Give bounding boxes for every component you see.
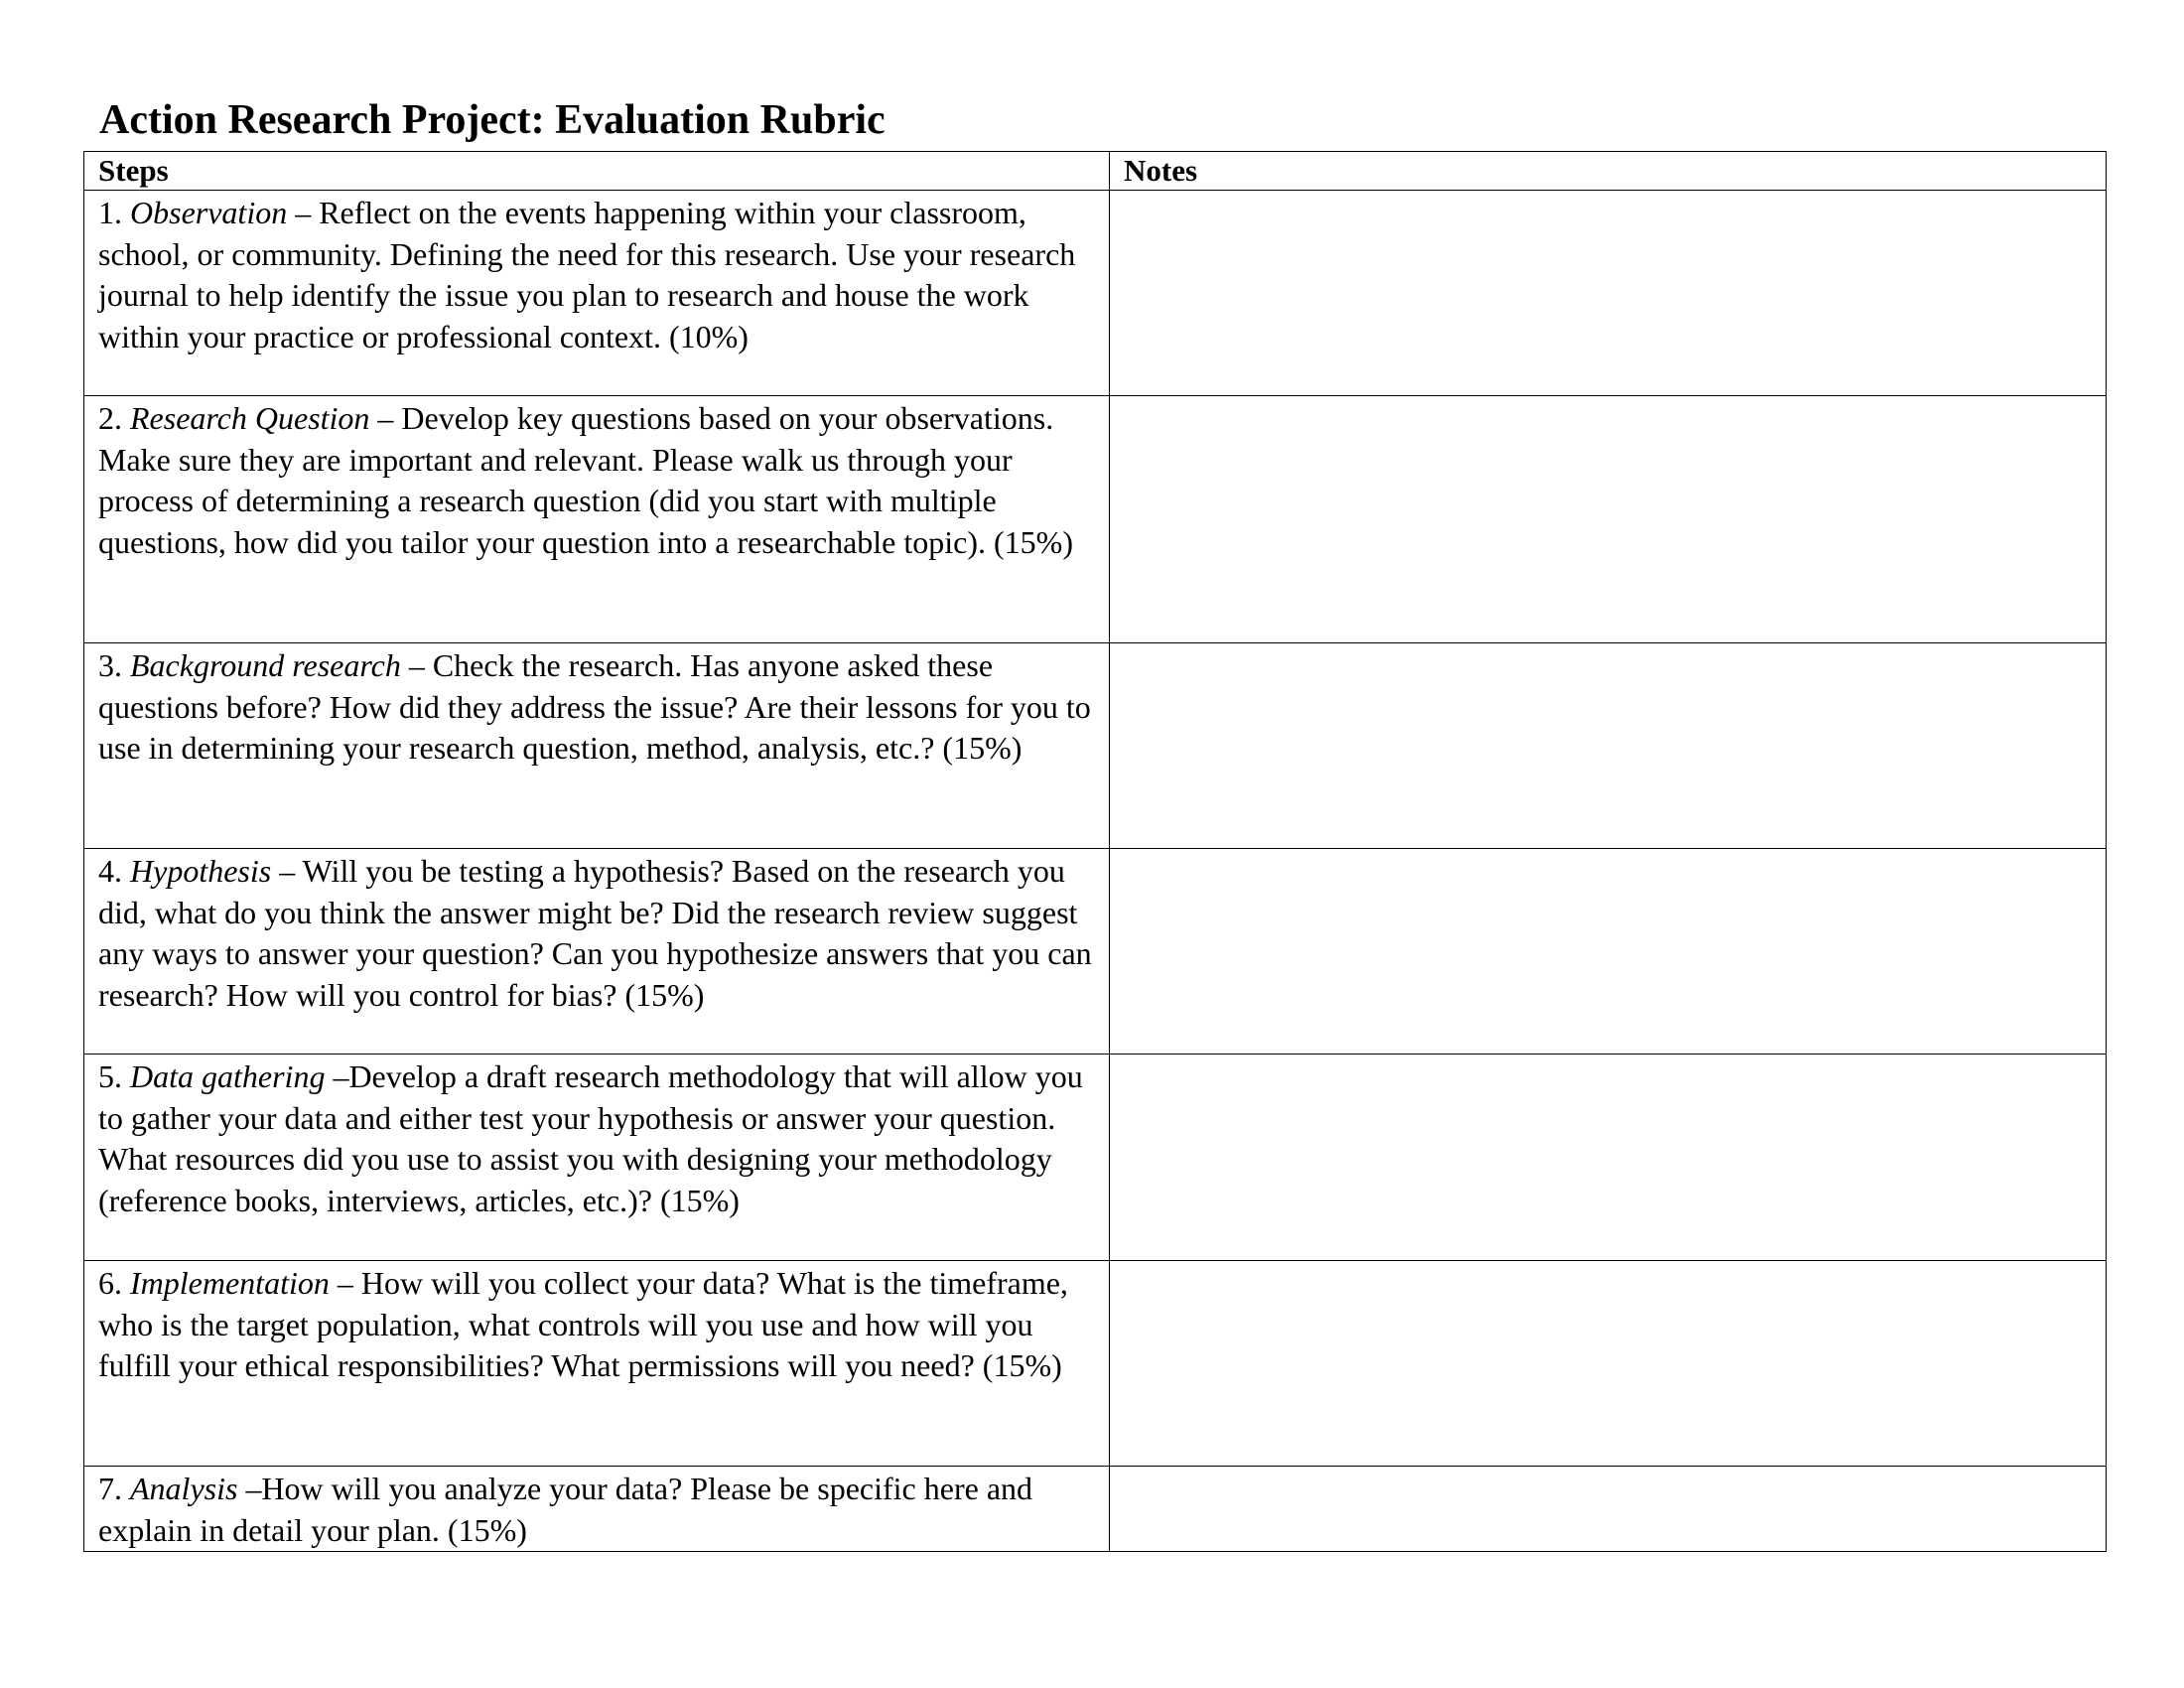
- step-description: –How will you analyze your data? Please be specific here and explain in detail your plan. (15%): [98, 1471, 1033, 1548]
- rubric-table: [83, 151, 2107, 1552]
- table-row: [84, 191, 2107, 396]
- table-row: [84, 396, 2107, 643]
- header-row: [84, 152, 2107, 191]
- notes-cell[interactable]: [1110, 191, 2107, 396]
- step-description: –Develop a draft research methodology that will allow you to gather your data and either test your hypothesis or answer your question. What resources did you use to assist you with designing your methodology (reference books, interviews, articles, etc.)? (15%): [98, 1058, 1083, 1219]
- step-number: 3.: [98, 647, 122, 683]
- step-number: 1.: [98, 195, 122, 230]
- step-name: Observation: [130, 195, 288, 230]
- notes-column-header: Notes: [1110, 152, 2107, 191]
- notes-cell[interactable]: [1110, 849, 2107, 1055]
- table-row: [84, 1467, 2107, 1552]
- page-title: Action Research Project: Evaluation Rubric: [99, 97, 886, 143]
- steps-column-header: Steps: [84, 152, 1110, 191]
- notes-cell[interactable]: [1110, 1467, 2107, 1552]
- step-name: Background research: [130, 647, 401, 683]
- step-description: – Will you be testing a hypothesis? Based on the research you did, what do you think the answer might be? Did the research review suggest any ways to answer your question? Can you hypothesize answers that you can research? How will you control for bias? (15%): [98, 853, 1092, 1014]
- step-name: Hypothesis: [130, 853, 272, 889]
- step-name: Analysis: [130, 1471, 238, 1506]
- notes-cell[interactable]: [1110, 1055, 2107, 1261]
- step-cell: [84, 849, 1110, 1055]
- notes-cell[interactable]: [1110, 643, 2107, 849]
- step-name: Implementation: [130, 1265, 330, 1301]
- step-number: 2.: [98, 400, 122, 436]
- step-description: – Check the research. Has anyone asked these questions before? How did they address the issue? Are their lessons for you to use in determining your research question, method, analysis, etc.? (15%): [98, 647, 1091, 767]
- step-cell: [84, 643, 1110, 849]
- table-row: [84, 1261, 2107, 1467]
- step-name: Research Question: [130, 400, 370, 436]
- step-number: 5.: [98, 1058, 122, 1094]
- step-cell: [84, 1261, 1110, 1467]
- notes-cell[interactable]: [1110, 396, 2107, 643]
- table-row: [84, 849, 2107, 1055]
- step-cell: [84, 1055, 1110, 1261]
- step-number: 7.: [98, 1471, 122, 1506]
- step-cell: [84, 396, 1110, 643]
- table-row: [84, 1055, 2107, 1261]
- step-name: Data gathering: [130, 1058, 326, 1094]
- step-number: 6.: [98, 1265, 122, 1301]
- step-cell: [84, 1467, 1110, 1552]
- step-description: – Develop key questions based on your observations. Make sure they are important and relevant. Please walk us through your process of determining a research question (did you start with multiple questions, how did you tailor your question into a researchable topic). (15%): [98, 400, 1073, 561]
- step-cell: [84, 191, 1110, 396]
- table-row: [84, 643, 2107, 849]
- step-description: – Reflect on the events happening within your classroom, school, or community. Defining the need for this research. Use your research journal to help identify the issue you plan to research and house the work within your practice or professional context. (10%): [98, 195, 1076, 355]
- step-number: 4.: [98, 853, 122, 889]
- notes-cell[interactable]: [1110, 1261, 2107, 1467]
- step-description: – How will you collect your data? What is the timeframe, who is the target population, what controls will you use and how will you fulfill your ethical responsibilities? What permissions will you need? (15%): [98, 1265, 1068, 1384]
